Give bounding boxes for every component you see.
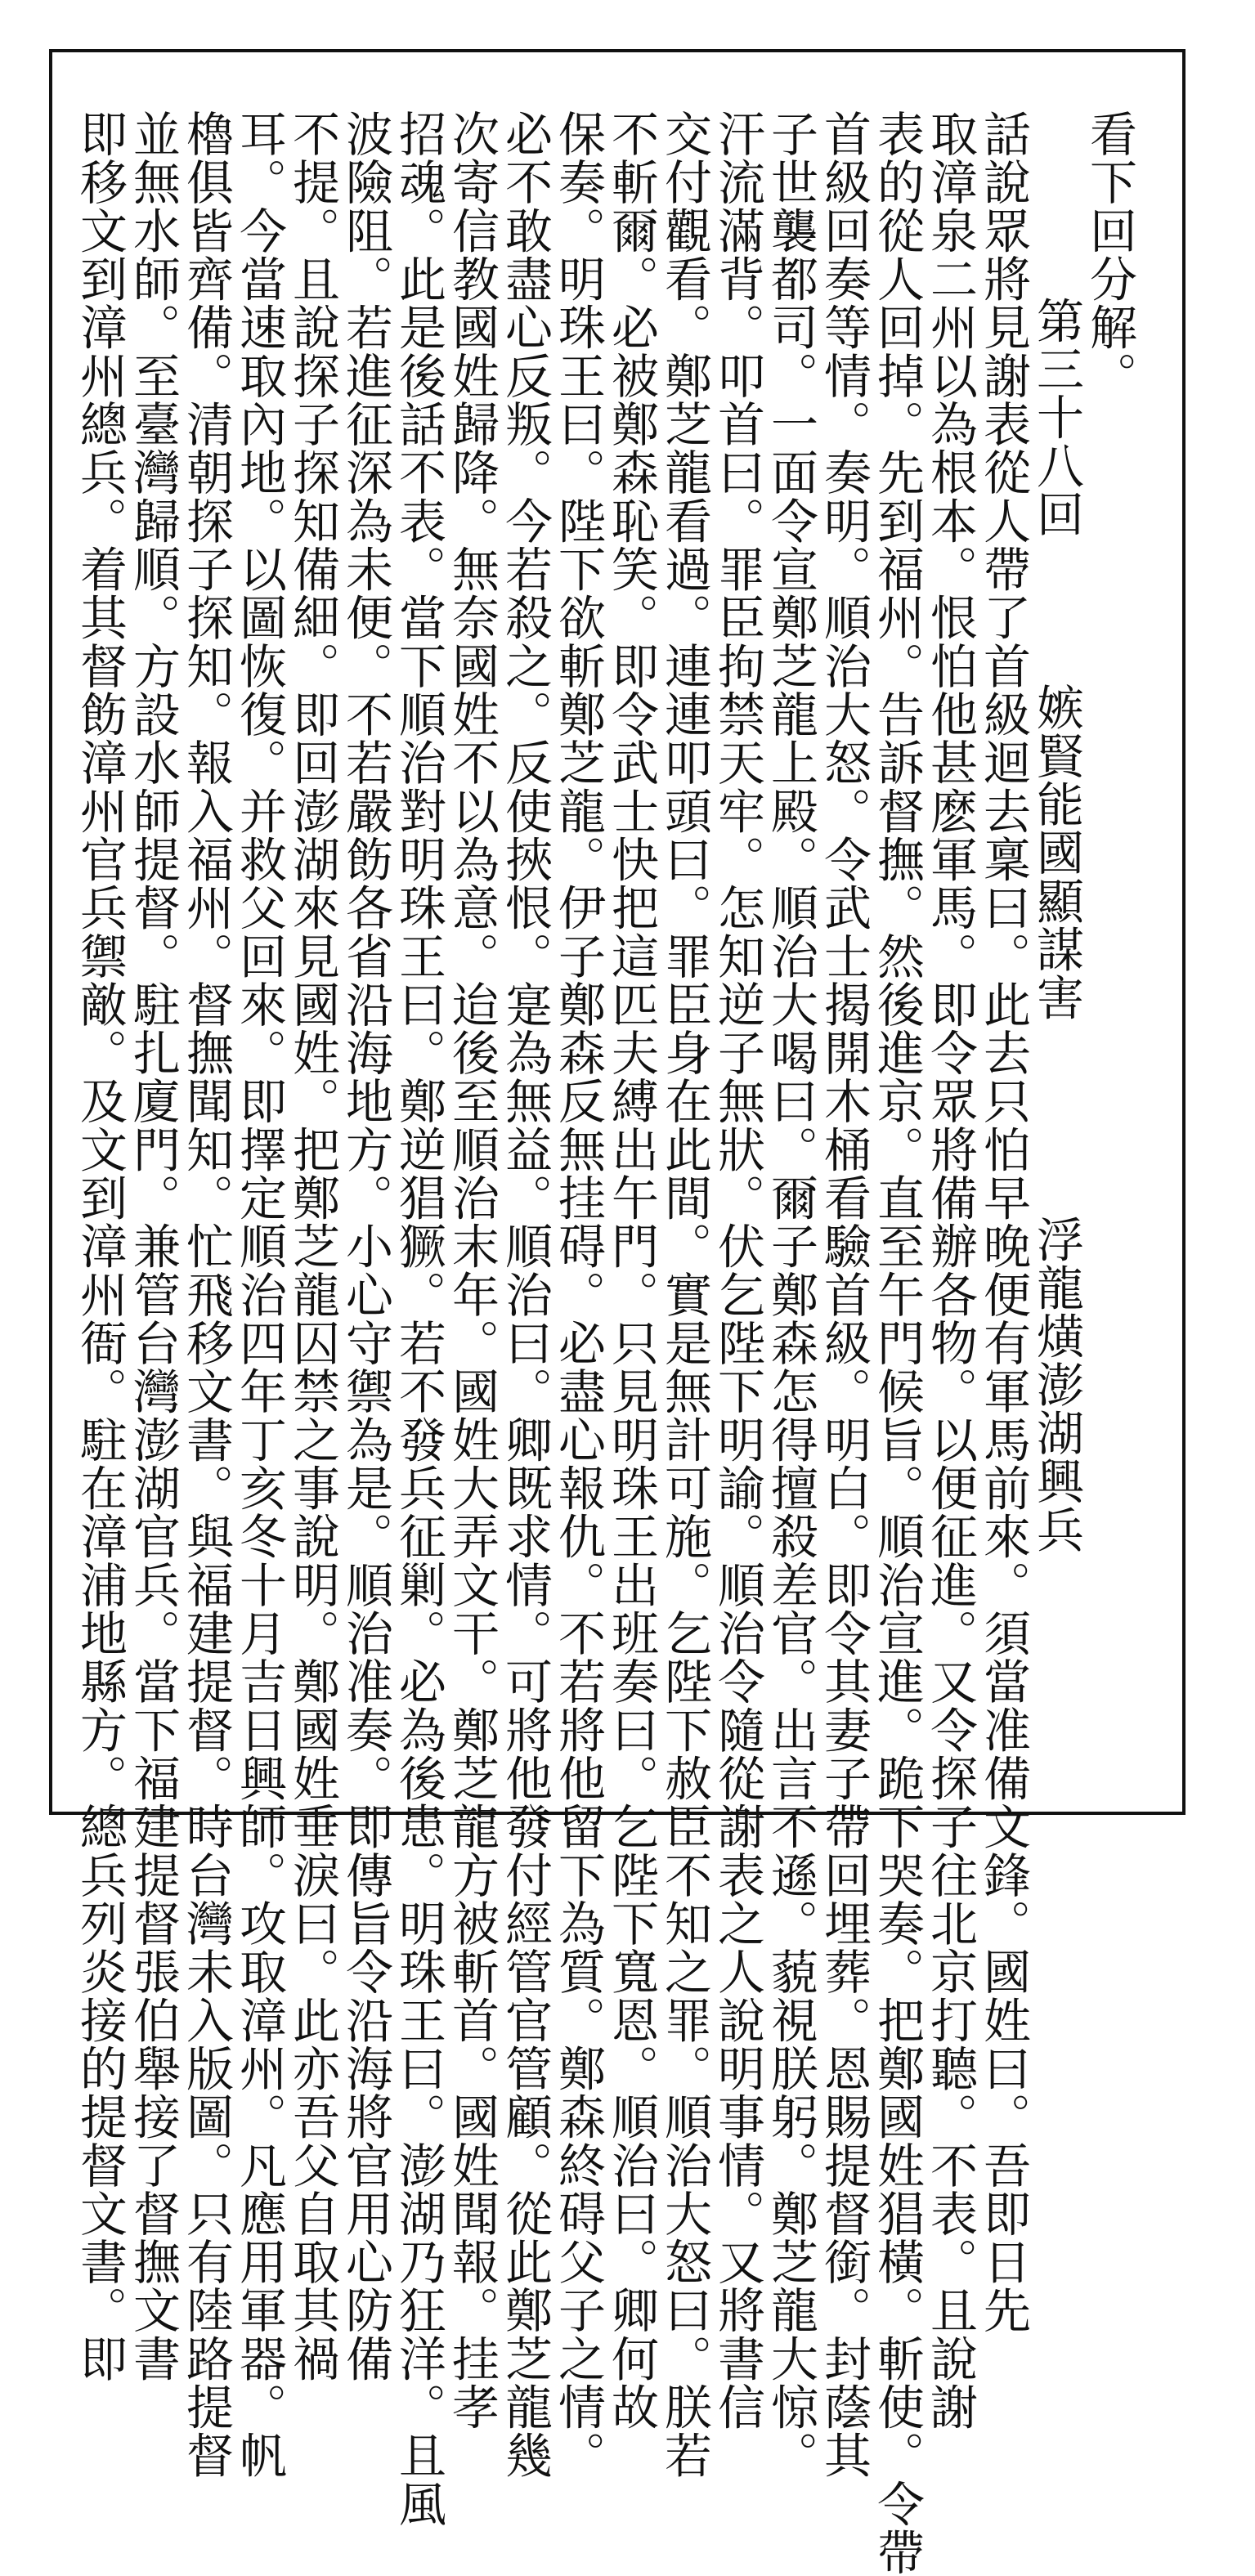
- text-column: 次寄信教國姓歸降。無奈國姓不以為意。迨後至順治末年。國姓大弄文干。鄭芝龍方被斬首。國姓聞報。挂孝: [444, 110, 500, 2431]
- text-column: 耳。今當速取內地。以圖恢復。并救父回來。即擇定順治四年丁亥冬十月吉日興師。攻取漳州。凡應用軍器。帆: [231, 110, 287, 2480]
- text-column: 不提。且說探子探知備細。即回澎湖來見國姓。把鄭芝龍囚禁之事說明。鄭國姓垂淚曰。此亦吾父自取其禍: [285, 110, 340, 2383]
- text-column: 波險阻。若進征深為未便。不若嚴飭各省沿海地方。小心守禦為是。順治准奏。即傳旨令沿海將官用心防備: [338, 110, 393, 2383]
- text-column: 看下回分解。: [1082, 110, 1137, 400]
- text-column: 必不敢盡心反叛。今若殺之。反使挾恨。寔為無益。順治曰。卿既求情。可將他發付經管官管顧。從此鄭芝龍幾: [497, 110, 553, 2480]
- text-column: 子世襲都司。一面令宣鄭芝龍上殿。順治大喝曰。爾子鄭森怎得擅殺差官。出言不遜。藐視朕躬。鄭芝龍大惊。: [763, 110, 818, 2480]
- text-column: 汗流滿背。叩首曰。罪臣拘禁天牢。怎知逆子無狀。伏乞陛下明諭。順治令隨從謝表之人說明事情。又將書信: [710, 110, 765, 2431]
- text-column: 櫓俱皆齊備。清朝探子探知。報入福州。督撫聞知。忙飛移文書。與福建提督。時台灣未入版圖。只有陸路提督: [178, 110, 234, 2480]
- text-column: 表的從人回掉。先到福州。告訴督撫。然後進京。直至午門候旨。順治宣進。跪下哭奏。把鄭國姓猖橫。斬使。令帶: [869, 110, 925, 2576]
- text-column: 招魂。此是後話不表。當下順治對明珠王曰。鄭逆猖獗。若不發兵征剿。必為後患。明珠王曰。澎湖乃狂洋。且風: [391, 110, 446, 2528]
- text-column: 交付觀看。鄭芝龍看過。連連叩頭曰。罪臣身在此間。實是無計可施。乞陛下赦臣不知之罪。順治大怒曰。朕若: [657, 110, 712, 2480]
- text-column: 不斬爾。必被鄭森恥笑。即令武士快把這匹夫縛出午門。只見明珠王出班奏曰。乞陛下寬恩。順治曰。卿何故: [603, 110, 659, 2431]
- text-column: 即移文到漳州總兵。着其督飭漳州官兵禦敵。及文到漳州衙。駐在漳浦地縣方。總兵列炎接的提督文書。即: [72, 110, 128, 2383]
- text-column: 保奏。明珠王曰。陛下欲斬鄭芝龍。伊子鄭森反無挂碍。必盡心報仇。不若將他留下為質。鄭森終碍父子之情。: [550, 110, 606, 2480]
- text-column: 並無水師。至臺灣歸順。方設水師提督。駐扎廈門。兼管台灣澎湖官兵。當下福建提督張伯舉接了督撫文書: [125, 110, 181, 2383]
- text-column: 話說眾將見謝表從人帶了首級迴去稟曰。此去只怕早晚便有軍馬前來。須當准備文鋒。國姓曰。吾即日先: [975, 110, 1031, 2335]
- text-column: 首級回奏等情。奏明。順治大怒。令武士揭開木桶看驗首級。明白。即令其妻子帶回埋葬。恩賜提督銜。封蔭其: [816, 110, 872, 2480]
- page-frame: [49, 49, 1186, 2576]
- text-column: 取漳泉二州以為根本。恨怕他甚麽軍馬。即令眾將備辦各物。以便征進。又令探子往北京打聽。不表。且說謝: [922, 110, 978, 2431]
- chapter-heading: 第三十八回 嫉賢能國顯謀害 浮龍熿澎湖興兵: [1029, 199, 1084, 1554]
